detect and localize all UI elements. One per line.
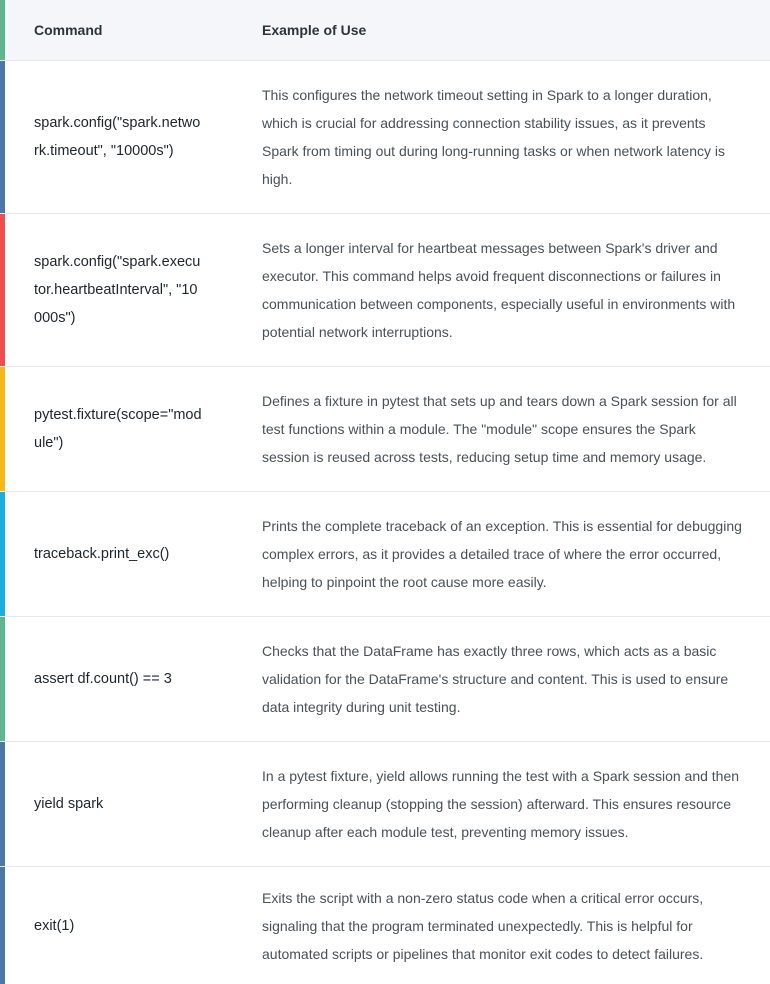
description-text: Checks that the DataFrame has exactly three rows, which acts as a basic validation for the DataFrame's structure and content. This is used to ensure data integrity during unit testing. [262,643,729,715]
description-cell [262,867,770,984]
row-accent-bar [0,742,5,866]
header-command [0,0,262,60]
command-text: assert df.count() == 3 [34,671,172,687]
description-text: Exits the script with a non-zero status code when a critical error occurs, signaling that the program terminated unexpectedly. This is helpful for automated scripts or pipelines that monitor exit codes to detect failures. [262,889,704,962]
description-cell [262,367,770,491]
header-example [262,0,770,60]
table-row [0,214,770,367]
command-text: pytest.fixture(scope="module") [34,407,202,451]
description-text: Sets a longer interval for heartbeat messages between Spark's driver and executor. This command helps avoid frequent disconnections or failures in communication between components, especially useful in environments with potential network interruptions. [262,240,736,340]
table-row [0,492,770,617]
row-accent-bar [0,617,5,741]
description-cell [262,617,770,741]
table-row [0,367,770,492]
description-text: Defines a fixture in pytest that sets up and tears down a Spark session for all test functions within a module. The "module" scope ensures the Spark session is reused across tests, reducing setup time and memory usage. [262,393,737,465]
header-command-label: Command [34,22,103,38]
table-row [0,742,770,867]
table-row [0,617,770,742]
command-text: exit(1) [34,917,75,934]
command-cell [0,61,262,213]
row-accent-bar [0,367,5,491]
command-cell [0,867,262,984]
row-accent-bar [0,214,5,366]
table-row [0,61,770,214]
header-example-label: Example of Use [262,22,367,38]
command-text: traceback.print_exc() [34,546,170,562]
command-text: spark.config("spark.network.timeout", "10000s") [34,115,201,159]
command-cell [0,617,262,741]
table-header [0,0,770,61]
command-cell [0,742,262,866]
header-accent-bar [0,0,5,60]
description-cell [262,492,770,616]
command-text: yield spark [34,796,104,812]
table-row [0,867,770,984]
description-cell [262,214,770,366]
command-text: spark.config("spark.executor.heartbeatInterval", "10000s") [34,254,201,326]
description-text: Prints the complete traceback of an exception. This is essential for debugging complex errors, as it provides a detailed trace of where the error occurred, helping to pinpoint the root cause more easily. [262,518,742,590]
row-accent-bar [0,492,5,616]
description-text: In a pytest fixture, yield allows running the test with a Spark session and then performing cleanup (stopping the session) afterward. This ensures resource cleanup after each module test, preventing memory issues. [262,768,740,840]
row-accent-bar [0,867,5,984]
command-cell [0,367,262,491]
command-cell [0,492,262,616]
command-cell [0,214,262,366]
description-cell [262,61,770,213]
description-cell [262,742,770,866]
row-accent-bar [0,61,5,213]
description-text: This configures the network timeout setting in Spark to a longer duration, which is crucial for addressing connection stability issues, as it prevents Spark from timing out during long-running tasks or when network latency is high. [262,87,725,187]
